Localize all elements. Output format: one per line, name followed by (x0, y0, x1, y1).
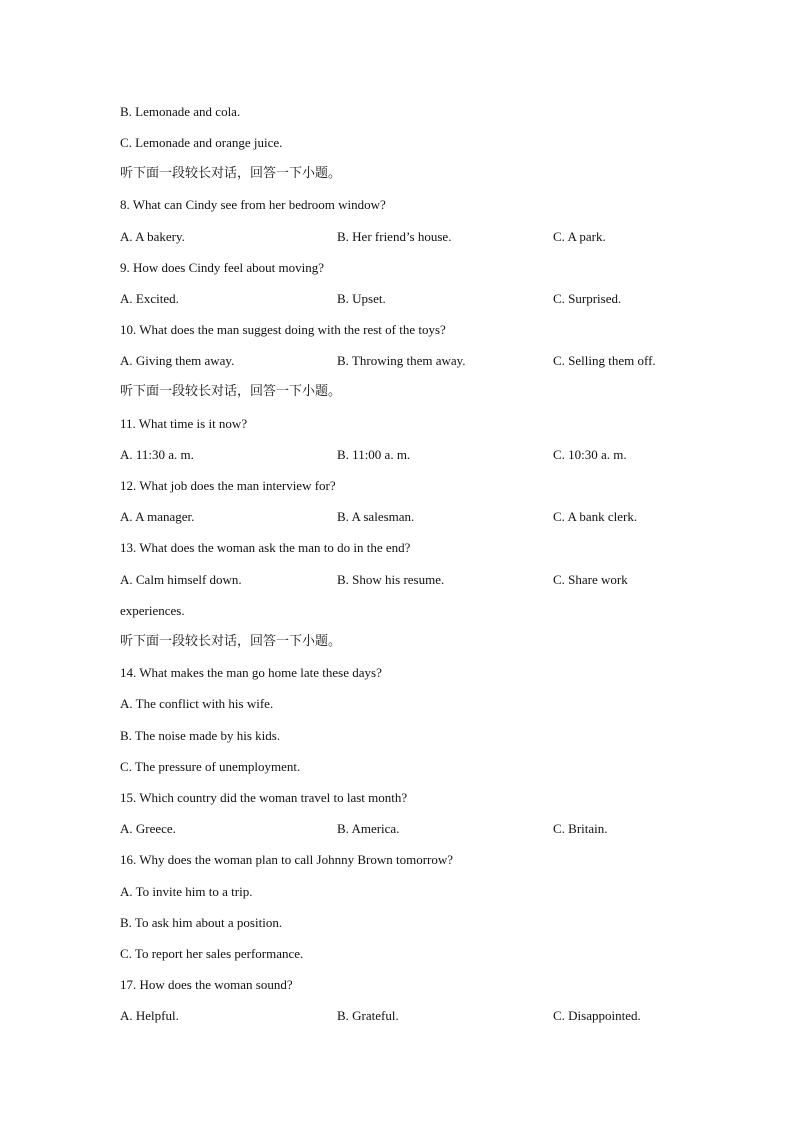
option-a: A. Greece. (120, 821, 176, 836)
option-c-continuation: experiences. (120, 603, 185, 618)
option-a: A. A bakery. (120, 229, 185, 244)
option-a: A. Excited. (120, 291, 179, 306)
question-16: 16. Why does the woman plan to call Johnny Brown tomorrow? (120, 852, 454, 867)
option-c: C. Selling them off. (553, 353, 656, 368)
question-12: 12. What job does the man interview for? (120, 478, 336, 493)
option-line: B. Lemonade and cola. (120, 104, 241, 119)
option-c: C. The pressure of unemployment. (120, 759, 301, 774)
option-a: A. Giving them away. (120, 353, 235, 368)
option-b: B. A salesman. (337, 509, 415, 524)
option-c: C. A park. (553, 229, 606, 244)
option-c: C. Britain. (553, 821, 608, 836)
question-13: 13. What does the woman ask the man to do in the end? (120, 540, 411, 555)
question-9: 9. How does Cindy feel about moving? (120, 260, 324, 275)
option-a: A. Calm himself down. (120, 572, 242, 587)
option-b: B. America. (337, 821, 400, 836)
option-b: B. Her friend’s house. (337, 229, 452, 244)
question-15: 15. Which country did the woman travel to last month? (120, 790, 408, 805)
option-b: B. The noise made by his kids. (120, 728, 281, 743)
question-11: 11. What time is it now? (120, 416, 248, 431)
option-b: B. 11:00 a. m. (337, 447, 411, 462)
option-c: C. 10:30 a. m. (553, 447, 627, 462)
option-a: A. A manager. (120, 509, 195, 524)
question-17: 17. How does the woman sound? (120, 977, 293, 992)
option-a: A. Helpful. (120, 1008, 179, 1023)
option-a: A. 11:30 a. m. (120, 447, 194, 462)
section-instruction: 听下面一段较长对话，回答一下小题。 (120, 384, 342, 399)
option-c: C. Disappointed. (553, 1008, 641, 1023)
option-b: B. Show his resume. (337, 572, 445, 587)
section-instruction: 听下面一段较长对话，回答一下小题。 (120, 166, 342, 181)
option-a: A. The conflict with his wife. (120, 696, 274, 711)
option-c: C. Share work (553, 572, 628, 587)
option-a: A. To invite him to a trip. (120, 884, 253, 899)
section-instruction: 听下面一段较长对话，回答一下小题。 (120, 634, 342, 649)
option-b: B. Throwing them away. (337, 353, 466, 368)
option-c: C. A bank clerk. (553, 509, 638, 524)
question-14: 14. What makes the man go home late these days? (120, 665, 382, 680)
option-line: C. Lemonade and orange juice. (120, 135, 283, 150)
option-b: B. To ask him about a position. (120, 915, 283, 930)
question-10: 10. What does the man suggest doing with the rest of the toys? (120, 322, 446, 337)
option-b: B. Upset. (337, 291, 386, 306)
option-c: C. Surprised. (553, 291, 622, 306)
question-8: 8. What can Cindy see from her bedroom window? (120, 197, 386, 212)
option-c: C. To report her sales performance. (120, 946, 304, 961)
option-b: B. Grateful. (337, 1008, 399, 1023)
